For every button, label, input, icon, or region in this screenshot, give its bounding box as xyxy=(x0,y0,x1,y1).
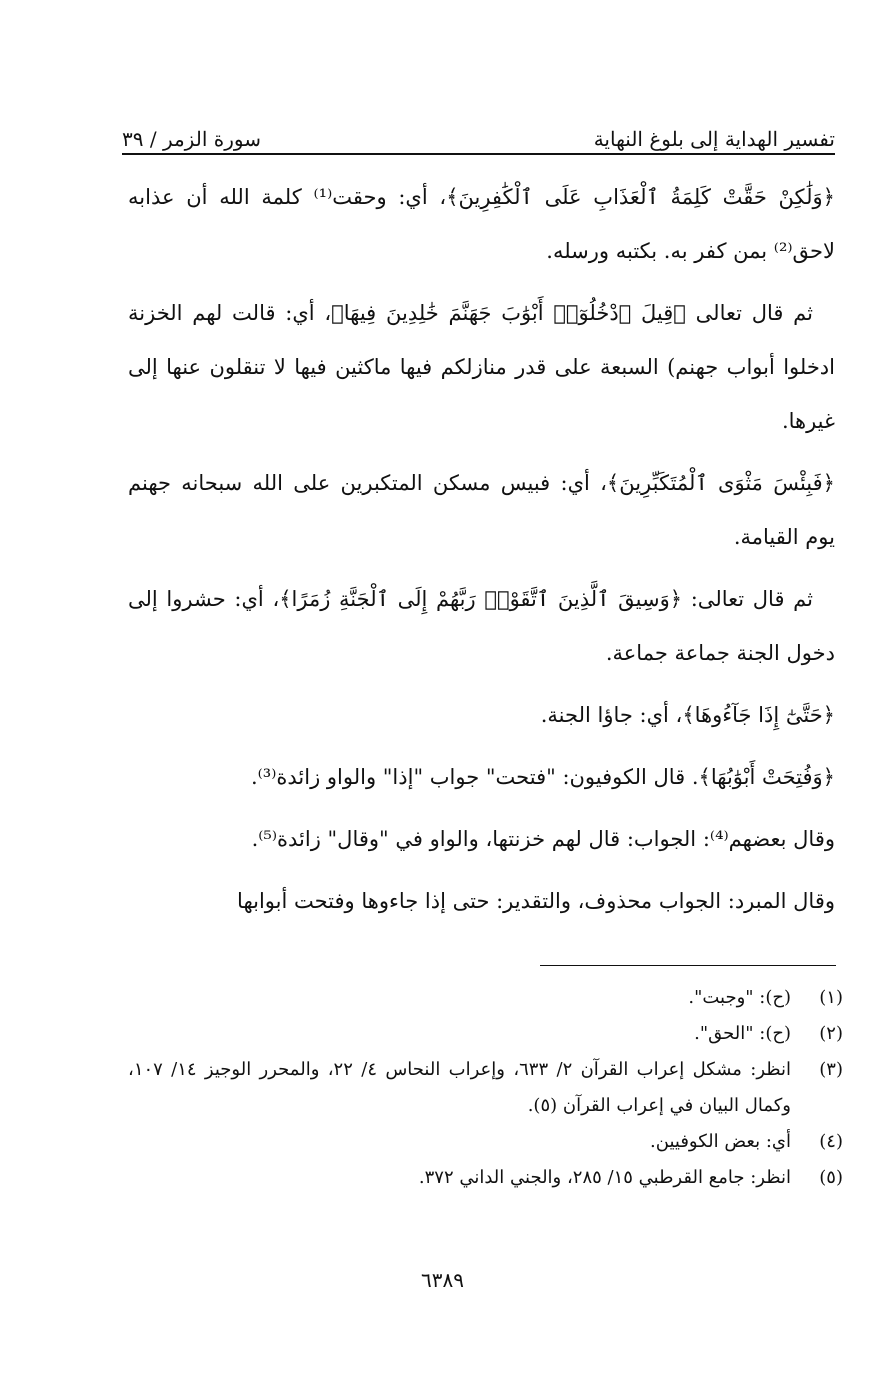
footnote-text: (ح): "الحق". xyxy=(694,1023,791,1044)
paragraph: ثم قال تعالى: ﴿وَسِيقَ ٱلَّذِينَ ٱتَّقَوْا۟ رَبَّهُمْ إِلَى ٱلْجَنَّةِ زُمَرًا﴾، أي: حشروا إلى دخول الجنة جماعة جماعة. xyxy=(128,587,835,665)
footnote-number: (٥) xyxy=(819,1167,843,1188)
footnote-number: (١) xyxy=(819,987,843,1008)
surah-reference: سورة الزمر / ٣٩ xyxy=(122,127,261,151)
running-header xyxy=(122,113,835,151)
paragraph: ﴿وَلَٰكِنْ حَقَّتْ كَلِمَةُ ٱلْعَذَابِ عَلَى ٱلْكَٰفِرِينَ﴾، أي: وحقت⁽¹⁾ كلمة الله أن عذابه لاحق⁽²⁾ بمن كفر به. بكتبه ورسله. xyxy=(128,185,835,263)
paragraph: ثم قال تعالى ﴿قِيلَ ٱدْخُلُوٓا۟ أَبْوَٰبَ جَهَنَّمَ خَٰلِدِينَ فِيهَا﴾، أي: قالت لهم الخزنة ادخلوا أبواب جهنم) السبعة على قدر منازلكم فيها ماكثين فيها لا تنقلون عنها إلى غيرها. xyxy=(128,301,835,433)
footnote-number: (٤) xyxy=(819,1131,843,1152)
main-text xyxy=(128,170,835,936)
page-number: ٦٣٨٩ xyxy=(421,1268,464,1292)
paragraph: وقال المبرد: الجواب محذوف، والتقدير: حتى إذا جاءوها وفتحت أبوابها xyxy=(237,889,835,913)
footnote xyxy=(128,1160,843,1196)
footnote xyxy=(128,1052,843,1124)
footnote-number: (٣) xyxy=(819,1059,843,1080)
footnote xyxy=(128,980,843,1016)
paragraph: ﴿حَتَّىٰٓ إِذَا جَآءُوهَا﴾، أي: جاؤا الجنة. xyxy=(540,703,835,727)
footnote-text: انظر: جامع القرطبي ١٥/ ٢٨٥، والجني الداني ٣٧٢. xyxy=(418,1167,791,1188)
paragraph: ﴿وَفُتِحَتْ أَبْوَٰبُهَا﴾. قال الكوفيون: "فتحت" جواب "إذا" والواو زائدة⁽³⁾. xyxy=(250,765,835,789)
paragraph: وقال بعضهم⁽⁴⁾: الجواب: قال لهم خزنتها، والواو في "وقال" زائدة⁽⁵⁾. xyxy=(251,827,835,851)
paragraph: ﴿فَبِئْسَ مَثْوَى ٱلْمُتَكَبِّرِينَ﴾، أي: فبيس مسكن المتكبرين على الله سبحانه جهنم يوم القيامة. xyxy=(128,471,835,549)
book-title: تفسير الهداية إلى بلوغ النهاية xyxy=(593,127,835,151)
header-rule xyxy=(122,153,835,155)
footnote-rule xyxy=(540,965,836,966)
footnote xyxy=(128,1016,843,1052)
footnote-text: أي: بعض الكوفيين. xyxy=(650,1131,791,1152)
footnote-number: (٢) xyxy=(819,1023,843,1044)
footnotes xyxy=(128,980,843,1196)
footnote-text: (ح): "وجبت". xyxy=(688,987,791,1008)
footnote xyxy=(128,1124,843,1160)
footnote-text: انظر: مشكل إعراب القرآن ٢/ ٦٣٣، وإعراب النحاس ٤/ ٢٢، والمحرر الوجيز ١٤/ ١٠٧، وكمال البيان في إعراب القرآن (٥). xyxy=(128,1059,792,1116)
